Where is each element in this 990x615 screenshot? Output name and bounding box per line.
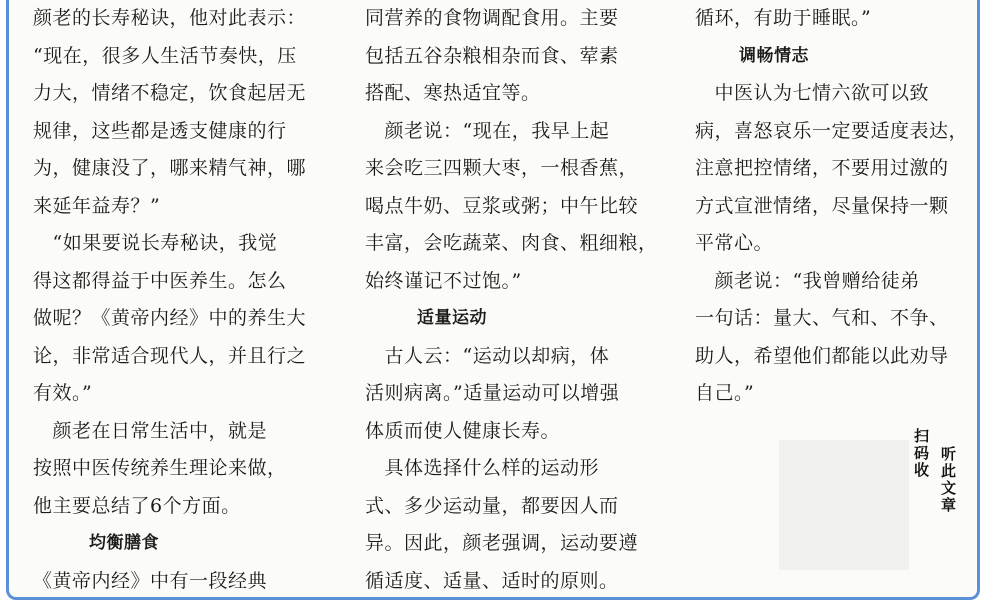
text-line: 颜老说：“现在，我早上起 — [365, 119, 610, 142]
text-line: 平常心。 — [695, 232, 774, 254]
text-line: 式、多少运动量，都要因人而 — [365, 494, 619, 517]
text-line: 中医认为七情六欲可以致 — [695, 82, 930, 104]
text-line: “现在，很多人生活节奏快，压 — [33, 44, 297, 67]
text-line: 丰富，会吃蔬菜、肉食、粗细粮， — [365, 232, 658, 254]
article-column-3 — [695, 0, 979, 413]
text-line: 循环，有助于睡眠。” — [695, 7, 872, 29]
text-line: 有效。” — [33, 382, 93, 404]
text-line: 具体选择什么样的运动形 — [365, 457, 600, 479]
text-line: 来会吃三四颗大枣，一根香蕉， — [365, 157, 639, 179]
text-line: 一句话：量大、气和、不争、 — [695, 307, 949, 329]
article-column-2 — [365, 0, 657, 600]
text-line: 颜老说：“我曾赠给徒弟 — [695, 269, 920, 292]
text-line: 方式宣泄情绪，尽量保持一颗 — [695, 194, 949, 217]
text-line: 论，非常适合现代人，并且行之 — [33, 344, 307, 367]
text-line: “如果要说长寿秘诀，我觉 — [33, 232, 278, 254]
qr-code-area[interactable] — [779, 440, 909, 570]
page-frame — [6, 0, 980, 600]
text-line: 来延年益寿？” — [33, 194, 161, 217]
text-line: 体质而使人健康长寿。 — [365, 419, 561, 442]
text-line: 活则病离。”适量运动可以增强 — [365, 382, 620, 404]
text-line: 包括五谷杂粮相杂而食、荤素 — [365, 44, 619, 67]
text-line: 循适度、适量、适时的原则。 — [365, 569, 619, 592]
text-line: 颜老在日常生活中，就是 — [33, 419, 268, 442]
text-line: 按照中医传统养生理论来做， — [33, 457, 287, 479]
text-line: 古人云：“运动以却病，体 — [365, 344, 610, 367]
text-line: 他主要总结了6个方面。 — [33, 494, 241, 517]
text-line: 《黄帝内经》中有一段经典 — [33, 569, 268, 592]
section-heading-moderate-exercise: 适量运动 — [417, 308, 487, 328]
text-line: 自己。” — [695, 382, 755, 404]
section-heading-emotions: 调畅情志 — [739, 45, 809, 66]
text-line: 始终谨记不过饱。” — [365, 269, 522, 292]
text-line: 做呢？《黄帝内经》中的养生大 — [33, 307, 307, 329]
text-line: 同营养的食物调配食用。主要 — [365, 7, 619, 29]
text-line: 力大，情绪不稳定，饮食起居无 — [33, 82, 307, 104]
scan-caption-column-1: 扫码收 — [912, 428, 930, 479]
text-line: 异。因此，颜老强调，运动要遵 — [365, 532, 639, 554]
section-heading-balanced-diet: 均衡膳食 — [89, 533, 159, 553]
text-line: 颜老的长寿秘诀，他对此表示： — [33, 7, 307, 29]
text-line: 注意把控情绪，不要用过激的 — [695, 157, 949, 179]
scan-caption-column-2: 听此文章 — [939, 446, 957, 514]
article-column-1 — [33, 0, 333, 600]
text-line: 病，喜怒哀乐一定要适度表达， — [695, 119, 969, 142]
text-line: 喝点牛奶、豆浆或粥；中午比较 — [365, 194, 639, 217]
text-line: 助人，希望他们都能以此劝导 — [695, 344, 949, 367]
text-line: 规律，这些都是透支健康的行 — [33, 119, 287, 142]
text-line: 为，健康没了，哪来精气神，哪 — [33, 157, 307, 179]
text-line: 得这都得益于中医养生。怎么 — [33, 269, 287, 292]
text-line: 搭配、寒热适宜等。 — [365, 82, 541, 104]
